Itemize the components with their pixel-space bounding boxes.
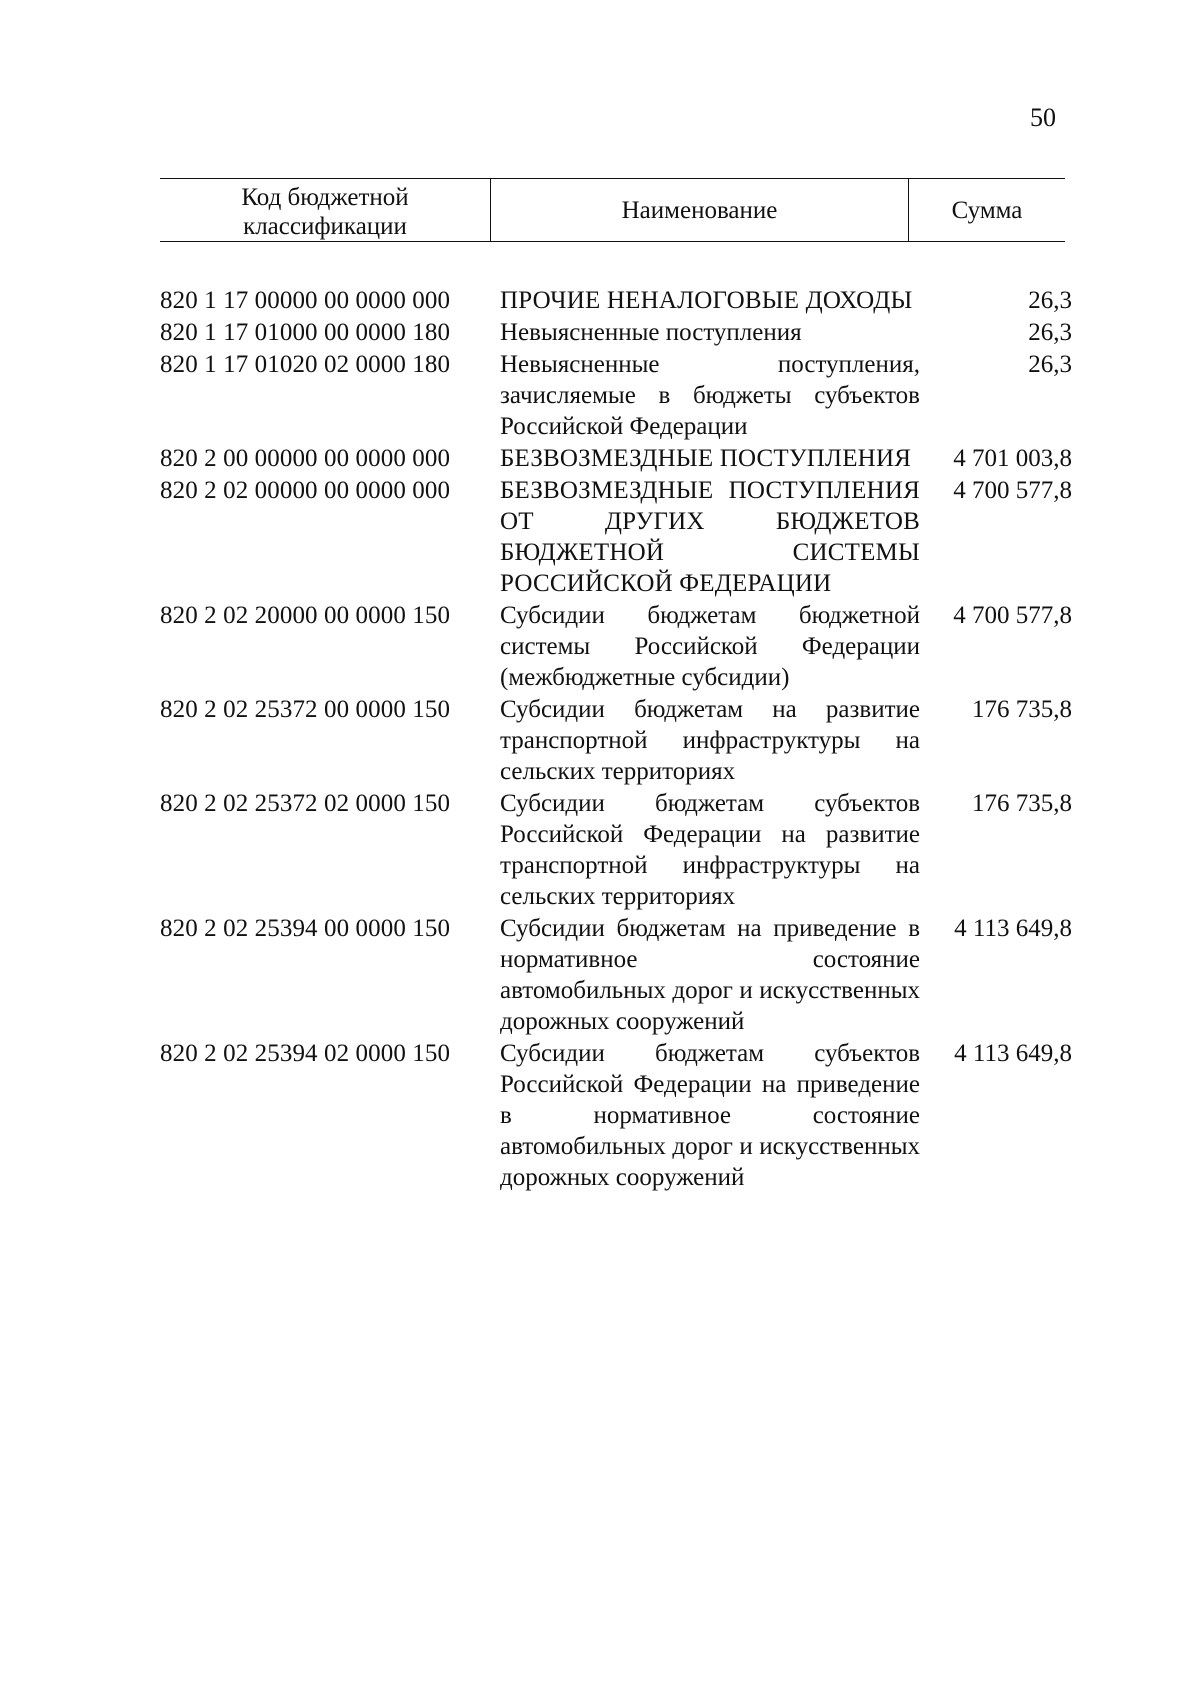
row-code: 820 1 17 00000 00 0000 000 <box>160 287 451 314</box>
table-row <box>160 349 1080 442</box>
row-sum: 26,3 <box>1028 351 1072 378</box>
table-row <box>160 475 1080 599</box>
row-name: БЕЗВОЗМЕЗДНЫЕ ПОСТУПЛЕНИЯ ОТ ДРУГИХ БЮДЖЕТОВ БЮДЖЕТНОЙ СИСТЕМЫ РОССИЙСКОЙ ФЕДЕРАЦИИ <box>500 477 920 597</box>
table-row <box>160 600 1080 693</box>
row-sum: 26,3 <box>1028 287 1072 314</box>
row-code: 820 2 02 00000 00 0000 000 <box>160 477 451 504</box>
table-row <box>160 1038 1080 1193</box>
row-code: 820 2 02 25394 00 0000 150 <box>160 915 451 942</box>
row-sum: 176 735,8 <box>972 790 1072 817</box>
row-name: Невыясненные поступления, зачисляемые в бюджеты субъектов Российской Федерации <box>500 351 920 440</box>
table-header <box>160 178 1065 242</box>
row-name: БЕЗВОЗМЕЗДНЫЕ ПОСТУПЛЕНИЯ <box>500 445 912 472</box>
row-sum: 4 113 649,8 <box>954 1040 1072 1067</box>
row-name: Субсидии бюджетам бюджетной системы Российской Федерации (межбюджетные субсидии) <box>500 602 920 691</box>
row-code: 820 2 02 25372 00 0000 150 <box>160 696 451 723</box>
row-code: 820 1 17 01020 02 0000 180 <box>160 351 451 378</box>
row-code: 820 2 02 25372 02 0000 150 <box>160 790 451 817</box>
header-bottom-rule <box>160 241 1065 242</box>
row-name: Субсидии бюджетам субъектов Российской Федерации на развитие транспортной инфраструктуры на сельских территориях <box>500 790 920 910</box>
table-row <box>160 443 1080 474</box>
row-name: Невыясненные поступления <box>500 319 802 346</box>
row-sum: 4 701 003,8 <box>953 445 1072 472</box>
table-row <box>160 913 1080 1037</box>
table-row <box>160 285 1080 316</box>
row-name: Субсидии бюджетам на приведение в нормативное состояние автомобильных дорог и искусственных дорожных сооружений <box>500 915 920 1035</box>
row-code: 820 1 17 01000 00 0000 180 <box>160 319 451 346</box>
row-code: 820 2 02 25394 02 0000 150 <box>160 1040 451 1067</box>
table-row <box>160 788 1080 912</box>
row-sum: 4 113 649,8 <box>954 915 1072 942</box>
row-sum: 26,3 <box>1028 319 1072 346</box>
row-code: 820 2 02 20000 00 0000 150 <box>160 602 451 629</box>
row-sum: 4 700 577,8 <box>953 477 1072 504</box>
table-row <box>160 317 1080 348</box>
page-number: 50 <box>1030 103 1056 132</box>
row-name: ПРОЧИЕ НЕНАЛОГОВЫЕ ДОХОДЫ <box>500 287 913 314</box>
row-sum: 176 735,8 <box>972 696 1072 723</box>
header-code-column: Код бюджетной классификации <box>241 184 409 240</box>
row-name: Субсидии бюджетам на развитие транспортной инфраструктуры на сельских территориях <box>500 696 920 785</box>
row-name: Субсидии бюджетам субъектов Российской Федерации на приведение в нормативное состояние автомобильных дорог и искусственных дорожных сооружений <box>500 1040 920 1191</box>
row-sum: 4 700 577,8 <box>953 602 1072 629</box>
table-body <box>160 285 1080 1194</box>
table-row <box>160 694 1080 787</box>
header-sum-column: Сумма <box>951 196 1023 224</box>
row-code: 820 2 00 00000 00 0000 000 <box>160 445 451 472</box>
header-name-column: Наименование <box>621 196 778 224</box>
